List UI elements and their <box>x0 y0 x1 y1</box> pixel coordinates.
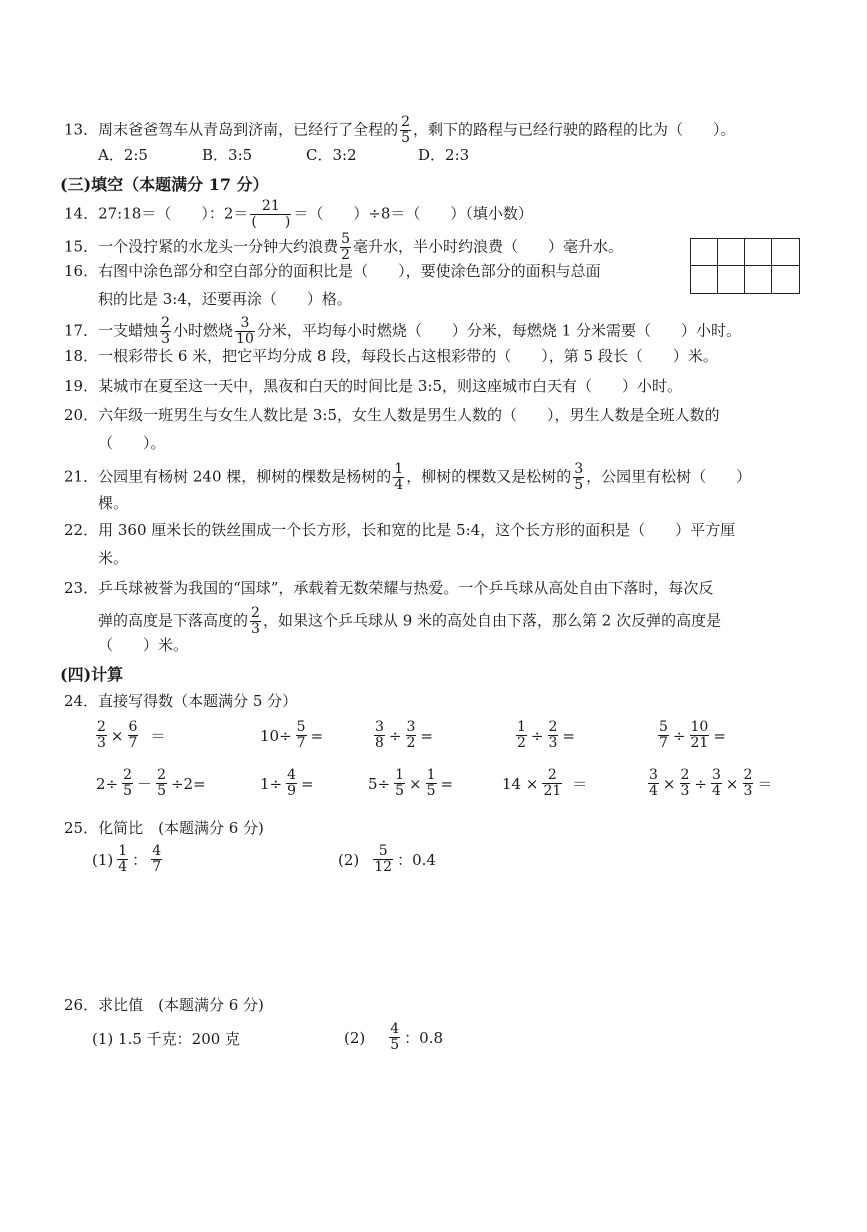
question-26-title: 26．求比值 (本题满分 6 分) <box>64 996 264 1014</box>
question-text: 27:18＝（ ）：2＝ <box>98 204 249 223</box>
question-17 <box>64 316 741 347</box>
section-title-fill-blank: (三)填空（本题满分 17 分） <box>60 175 269 194</box>
question-text: ，公园里有松树（ ） <box>586 467 752 486</box>
question-text: 小时燃烧 <box>173 321 234 340</box>
fraction: $\frac{5}{2}$ <box>341 231 351 263</box>
question-number: 14． <box>64 204 99 223</box>
question-text: 弹的高度是下落高度的 <box>98 611 249 630</box>
calc-item: 2÷ $\frac{2}{5}$ － $\frac{2}{5}$ ÷2= <box>96 767 206 799</box>
calc-item: 14 × $\frac{2}{21}$ ＝ <box>502 767 588 799</box>
calc-item: $\frac{2}{3}$ × $\frac{6}{7}$ ＝ <box>97 719 166 751</box>
calc-item: $\frac{3}{4}$ × $\frac{2}{3}$ ÷ $\frac{3}{4}$ × $\frac{2}{3}$ ＝ <box>649 767 773 799</box>
question-number: 13． <box>64 120 99 139</box>
question-number: 16． <box>64 262 99 280</box>
question-text: ，如果这个乒乓球从 9 米的高处自由下落，那么第 2 次反弹的高度是 <box>262 611 722 630</box>
grid-figure <box>690 238 800 294</box>
question-text: 公园里有杨树 240 棵，柳树的棵数是杨树的 <box>98 467 392 486</box>
simplify-ratio-1: (1) $\frac{1}{4}$ ： $\frac{4}{7}$ <box>92 843 162 875</box>
ratio-value-1: (1) 1.5 千克：200 克 <box>92 1030 241 1048</box>
question-25-title: 25．化简比 (本题满分 6 分) <box>64 819 264 837</box>
question-number: 22． <box>64 521 99 539</box>
question-16-line2: 积的比是 3:4，还要再涂（ ）格。 <box>98 290 352 308</box>
question-number: 19． <box>64 377 99 395</box>
question-text: ＝（ ）÷8＝（ ）（填小数） <box>293 204 533 223</box>
question-text: 周末爸爸驾车从青岛到济南，已经行了全程的 <box>98 120 399 139</box>
question-19 <box>64 375 682 397</box>
question-21-line2: 棵。 <box>98 494 129 512</box>
question-text: 用 360 厘米长的铁丝围成一个长方形，长和宽的比是 5:4，这个长方形的面积是（ ）平方厘 <box>98 521 736 539</box>
question-text: 一根彩带长 6 米，把它平均分成 8 段，每段长占这根彩带的（ ），第 5 段长（ ）米。 <box>98 347 718 365</box>
question-14 <box>64 199 533 230</box>
simplify-ratio-2: (2) $\frac{5}{12}$ ：0.4 <box>338 843 436 875</box>
question-16 <box>64 260 601 282</box>
question-text: ，剩下的路程与已经行驶的路程的比为（ ）。 <box>413 120 736 139</box>
question-number: 23． <box>64 579 99 597</box>
calc-item: $\frac{1}{2}$ ÷ $\frac{2}{3}$ = <box>517 719 575 751</box>
option-d: D．2:3 <box>418 146 470 164</box>
question-13 <box>64 115 736 146</box>
question-number: 15． <box>64 237 99 256</box>
question-text: 某城市在夏至这一天中，黑夜和白天的时间比是 3:5，则这座城市白天有（ ）小时。 <box>98 377 683 395</box>
fraction: $\frac{2}{5}$ <box>401 114 411 146</box>
option-a: A．2:5 <box>98 146 148 164</box>
calc-item: 10÷ $\frac{5}{7}$ = <box>260 719 324 751</box>
question-20-line2: （ ）。 <box>98 434 166 452</box>
fraction: $\frac{3}{10}$ <box>236 315 254 347</box>
fraction: $\frac{2}{3}$ <box>161 315 171 347</box>
question-23 <box>64 577 713 599</box>
option-c: C．3:2 <box>306 146 357 164</box>
question-text: 分米，平均每小时燃烧（ ）分米，每燃烧 1 分米需要（ ）小时。 <box>256 321 741 340</box>
fraction: $\frac{1}{4}$ <box>394 461 404 493</box>
section-title-calculation: (四)计算 <box>60 665 124 684</box>
question-13-options <box>98 144 469 166</box>
question-15 <box>64 232 623 263</box>
question-23-line2 <box>98 606 721 637</box>
question-24-title: 24．直接写得数（本题满分 5 分） <box>64 692 298 710</box>
question-21 <box>64 462 751 493</box>
question-18 <box>64 345 718 367</box>
calc-item: 1÷ $\frac{4}{9}$ = <box>260 767 314 799</box>
question-text: ，柳树的棵数又是松树的 <box>406 467 572 486</box>
calc-item: $\frac{5}{7}$ ÷ $\frac{10}{21}$ = <box>659 719 726 751</box>
question-22 <box>64 519 735 541</box>
question-23-line3: （ ）米。 <box>98 636 189 654</box>
option-b: B．3:5 <box>202 146 253 164</box>
question-text: 右图中涂色部分和空白部分的面积比是（ ），要使涂色部分的面积与总面 <box>98 262 601 280</box>
calc-item: $\frac{3}{8}$ ÷ $\frac{3}{2}$ = <box>375 719 433 751</box>
question-text: 毫升水，半小时约浪费（ ）毫升水。 <box>353 237 624 256</box>
ratio-value-2: (2) $\frac{4}{5}$ ：0.8 <box>344 1021 444 1053</box>
question-number: 20． <box>64 406 99 424</box>
fraction: $\frac{3}{5}$ <box>574 461 584 493</box>
fraction: $\frac{2}{3}$ <box>251 605 260 637</box>
question-22-line2: 米。 <box>98 549 129 567</box>
question-text: 六年级一班男生与女生人数比是 3:5，女生人数是男生人数的（ ），男生人数是全班人数的 <box>98 406 720 424</box>
question-text: 乒乓球被誉为我国的“国球”，承载着无数荣耀与热爱。一个乒乓球从高处自由下落时，每次反 <box>98 579 714 597</box>
question-text: 一个没拧紧的水龙头一分钟大约浪费 <box>98 237 339 256</box>
fraction: $\frac{21}{( )}$ <box>251 198 291 230</box>
question-number: 17． <box>64 321 99 340</box>
calc-item: 5÷ $\frac{1}{5}$ × $\frac{1}{5}$ = <box>368 767 454 799</box>
question-number: 21． <box>64 467 99 486</box>
question-text: 一支蜡烛 <box>98 321 159 340</box>
question-20 <box>64 404 720 426</box>
question-number: 18． <box>64 347 99 365</box>
